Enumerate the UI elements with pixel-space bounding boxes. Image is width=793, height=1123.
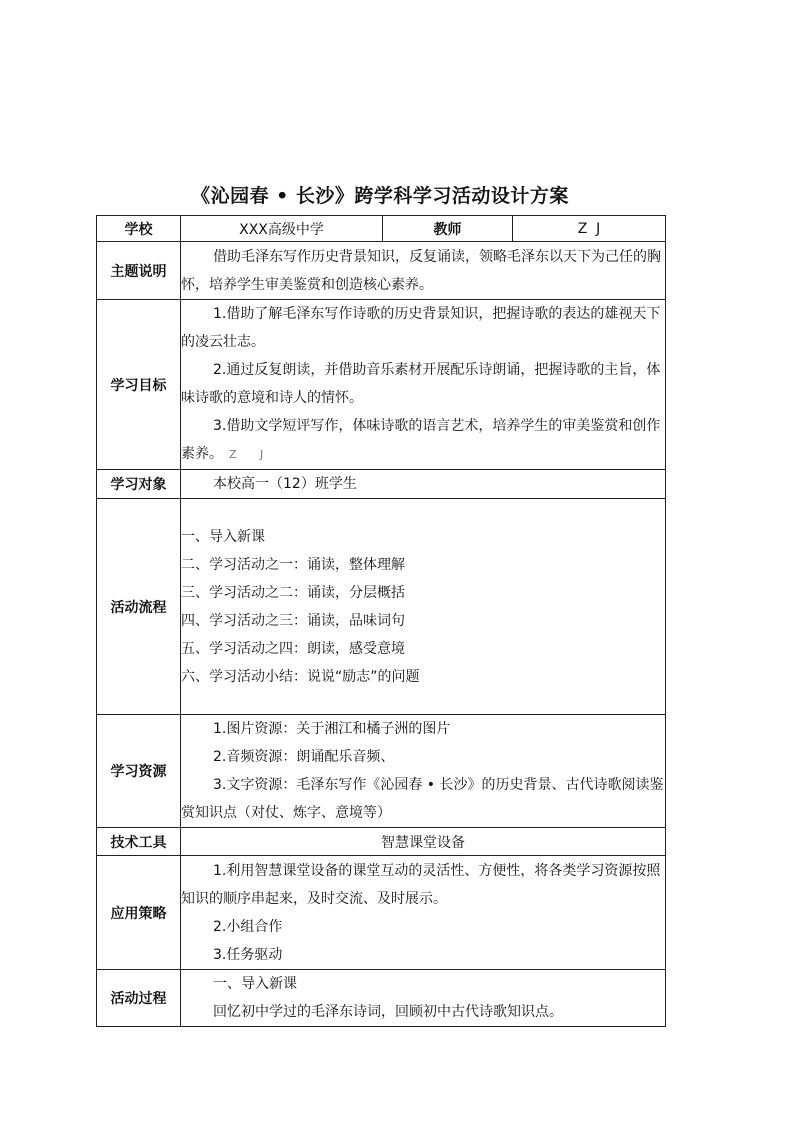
flow-step: 五、学习活动之四：朗读，感受意境 [181, 640, 405, 657]
goal-item-1: 1.借助了解毛泽东写作诗歌的历史背景知识，把握诗歌的表达的雄视天下的凌云壮志。 [181, 306, 661, 350]
teacher-value: Z J [513, 216, 666, 242]
header-row [97, 216, 666, 242]
goals-row [97, 300, 666, 470]
school-value: XXX高级中学 [181, 216, 383, 242]
resources-label: 学习资源 [97, 715, 181, 828]
goal-item-3: 3.借助文学短评写作，体味诗歌的语言艺术，培养学生的审美鉴赏和创作素养。 [181, 418, 661, 462]
theme-label: 主题说明 [97, 242, 181, 300]
flow-step: 三、学习活动之二：诵读，分层概括 [181, 584, 405, 601]
process-row [97, 970, 666, 1027]
flow-step: 四、学习活动之三：诵读，品味词句 [181, 612, 405, 629]
school-label: 学校 [97, 216, 181, 242]
flow-step: 二、学习活动之一：诵读，整体理解 [181, 556, 405, 573]
flow-row [97, 499, 666, 715]
strategy-item: 1.利用智慧课堂设备的课堂互动的灵活性、方便性，将各类学习资源按照知识的顺序串起来，及时交流、及时展示。 [181, 862, 661, 907]
goals-label: 学习目标 [97, 300, 181, 470]
strategy-item: 3.任务驱动 [213, 946, 283, 963]
flow-step: 六、学习活动小结：说说“励志”的问题 [181, 668, 420, 685]
target-text: 本校高一（12）班学生 [213, 476, 357, 492]
flow-step: 一、导入新课 [181, 528, 265, 545]
process-label: 活动过程 [97, 970, 181, 1027]
process-heading: 一、导入新课 [213, 976, 297, 992]
resource-item: 1.图片资源：关于湘江和橘子洲的图片 [213, 721, 451, 737]
goal-item-2: 2.通过反复朗读，并借助音乐素材开展配乐诗朗诵，把握诗歌的主旨，体味诗歌的意境和诗人的情怀。 [181, 362, 661, 406]
resource-item: 2.音频资源：朗诵配乐音频、 [213, 749, 395, 765]
target-row [97, 470, 666, 499]
theme-row [97, 242, 666, 300]
plan-table [96, 215, 666, 1027]
resource-item: 3.文字资源：毛泽东写作《沁园春 • 长沙》的历史背景、古代诗歌阅读鉴赏知识点（对仗、炼字、意境等） [181, 777, 664, 821]
tools-label: 技术工具 [97, 828, 181, 856]
resources-row [97, 715, 666, 828]
target-label: 学习对象 [97, 470, 181, 499]
strategy-label: 应用策略 [97, 856, 181, 970]
strategy-row [97, 856, 666, 970]
process-text: 回忆初中学过的毛泽东诗词，回顾初中古代诗歌知识点。 [213, 1004, 563, 1020]
strategy-item: 2.小组合作 [213, 918, 283, 935]
teacher-label: 教师 [383, 216, 513, 242]
tools-text: 智慧课堂设备 [181, 828, 666, 856]
flow-label: 活动流程 [97, 499, 181, 715]
tools-row [97, 828, 666, 856]
document-title: 《沁园春 • 长沙》跨学科学习活动设计方案 [191, 185, 569, 207]
watermark-mark: Z J [229, 448, 274, 461]
theme-text: 借助毛泽东写作历史背景知识，反复诵读，领略毛泽东以天下为己任的胸怀，培养学生审美鉴赏和创造核心素养。 [181, 248, 661, 293]
